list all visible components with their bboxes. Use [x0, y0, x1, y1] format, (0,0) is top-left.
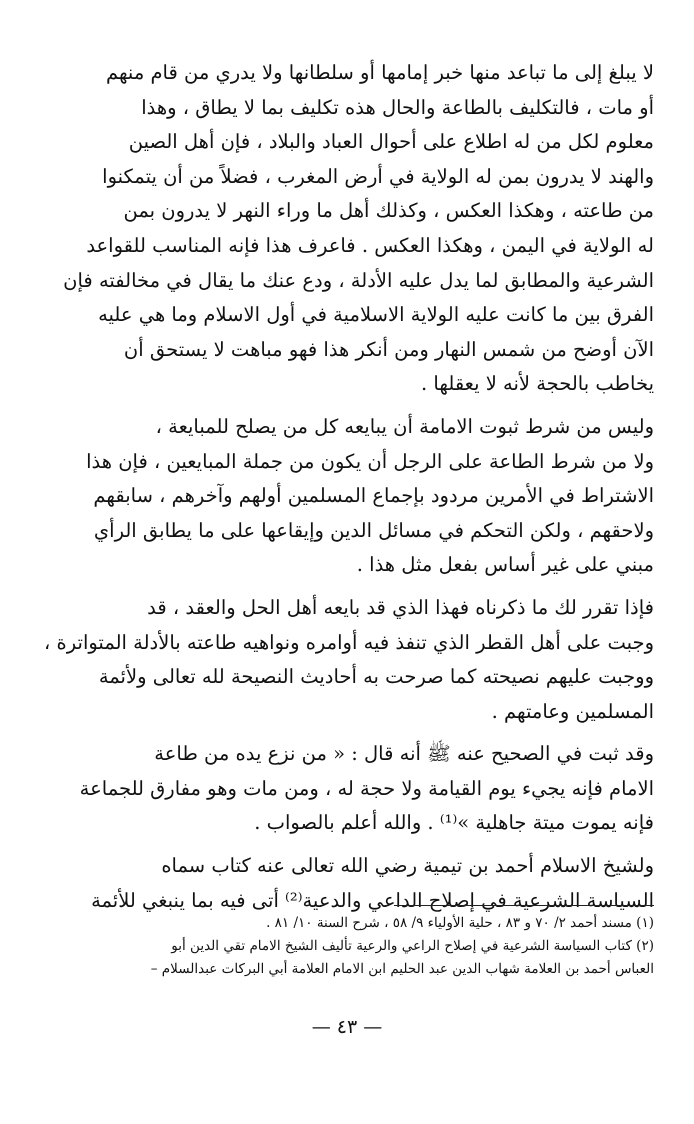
text-line: الفرق بين ما كانت عليه الولاية الاسلامية في أول الاسلام وما هي عليه	[98, 303, 654, 327]
text-line: معلوم لكل من له اطلاع على أحوال العباد والبلاد ، فإن أهل الصين	[128, 130, 654, 154]
text-line: فإنه يموت ميتة جاهلية »⁽¹⁾ . والله أعلم بالصواب .	[254, 811, 654, 835]
text-line: والهند لا يدرون بمن له الولاية في أرض المغرب ، فضلاً من أن يتمكنوا	[102, 164, 654, 188]
text-line: فإذا تقرر لك ما ذكرناه فهذا الذي قد بايعه أهل الحل والعقد ، قد	[147, 595, 654, 619]
text-line: من طاعته ، وهكذا العكس ، وكذلك أهل ما وراء النهر لا يدرون بمن	[123, 199, 654, 223]
text-line: يخاطب بالحجة لأنه لا يعقلها .	[421, 372, 654, 396]
paragraph-5	[40, 849, 654, 918]
footnote-1: (١) مسند أحمد ٢/ ٧٠ و ٨٣ ، حلية الأولياء ٩/ ٥٨ ، شرح السنة ١٠/ ٨١ .	[266, 915, 654, 931]
text-line: وليس من شرط ثبوت الامامة أن يبايعه كل من يصلح للمبايعة ،	[155, 414, 654, 438]
paragraph-4	[40, 737, 654, 841]
text-line: لا يبلغ إلى ما تباعد منها خبر إمامها أو سلطانها ولا يدري من قام منهم	[105, 61, 654, 84]
text-line: ولاحقهم ، ولكن التحكم في مسائل الدين وإيقاعها على ما يطابق الرأي	[93, 518, 654, 542]
footnote-divider	[394, 905, 654, 906]
text-line: المسلمين وعامتهم .	[491, 699, 654, 723]
paragraph-3	[40, 591, 654, 729]
text-line: مبني على غير أساس بفعل مثل هذا .	[356, 553, 654, 577]
text-line: الشرعية والمطابق لما يدل عليه الأدلة ، ودع عنك ما يقال في مخالفته فإن	[63, 268, 654, 292]
text-line: أو مات ، فالتكليف بالطاعة والحال هذه تكليف بما لا يطاق ، وهذا	[141, 95, 654, 119]
page-number: — ٤٣ —	[311, 1016, 383, 1038]
text-line: ولشيخ الاسلام أحمد بن تيمية رضي الله تعالى عنه كتاب سماه	[161, 854, 654, 878]
paragraph-1	[40, 56, 654, 402]
text-line: ولا من شرط الطاعة على الرجل أن يكون من جملة المبايعين ، فإن هذا	[86, 449, 654, 473]
text-line: الاشتراط في الأمرين مردود بإجماع المسلمين أولهم وآخرهم ، سابقهم	[93, 484, 654, 508]
paragraph-2	[40, 410, 654, 583]
text-line: الآن أوضح من شمس النهار ومن أنكر هذا فهو مباهت لا يستحق أن	[123, 337, 654, 361]
text-line: السياسة الشرعية في إصلاح الداعي والدعية⁽²⁾ أتى فيه بما ينبغي للأئمة	[91, 888, 654, 912]
text-line: وجبت على أهل القطر الذي تنفذ فيه أوامره ونواهيه طاعته بالأدلة المتواترة ،	[44, 630, 654, 654]
text-line: له الولاية في اليمن ، وهكذا العكس . فاعرف هذا فإنه المناسب للقواعد	[86, 233, 654, 257]
text-line: ووجبت عليهم نصيحته كما صرحت به أحاديث النصيحة لله تعالى ولأئمة	[98, 665, 654, 689]
footnote-2: (٢) كتاب السياسة الشرعية في إصلاح الراعي والرعية تأليف الشيخ الامام تقي الدين أبو	[171, 938, 654, 954]
main-text	[40, 56, 654, 918]
text-line: وقد ثبت في الصحيح عنه ﷺ أنه قال : « من نزع يده من طاعة	[154, 742, 654, 766]
footnotes	[40, 912, 654, 981]
text-line: الامام فإنه يجيء يوم القيامة ولا حجة له ، ومن مات وهو مفارق للجماعة	[79, 776, 654, 800]
footnote-2-continued: العباس أحمد بن العلامة شهاب الدين عبد الحليم ابن الامام العلامة أبي البركات عبدالسلام –	[150, 961, 654, 977]
